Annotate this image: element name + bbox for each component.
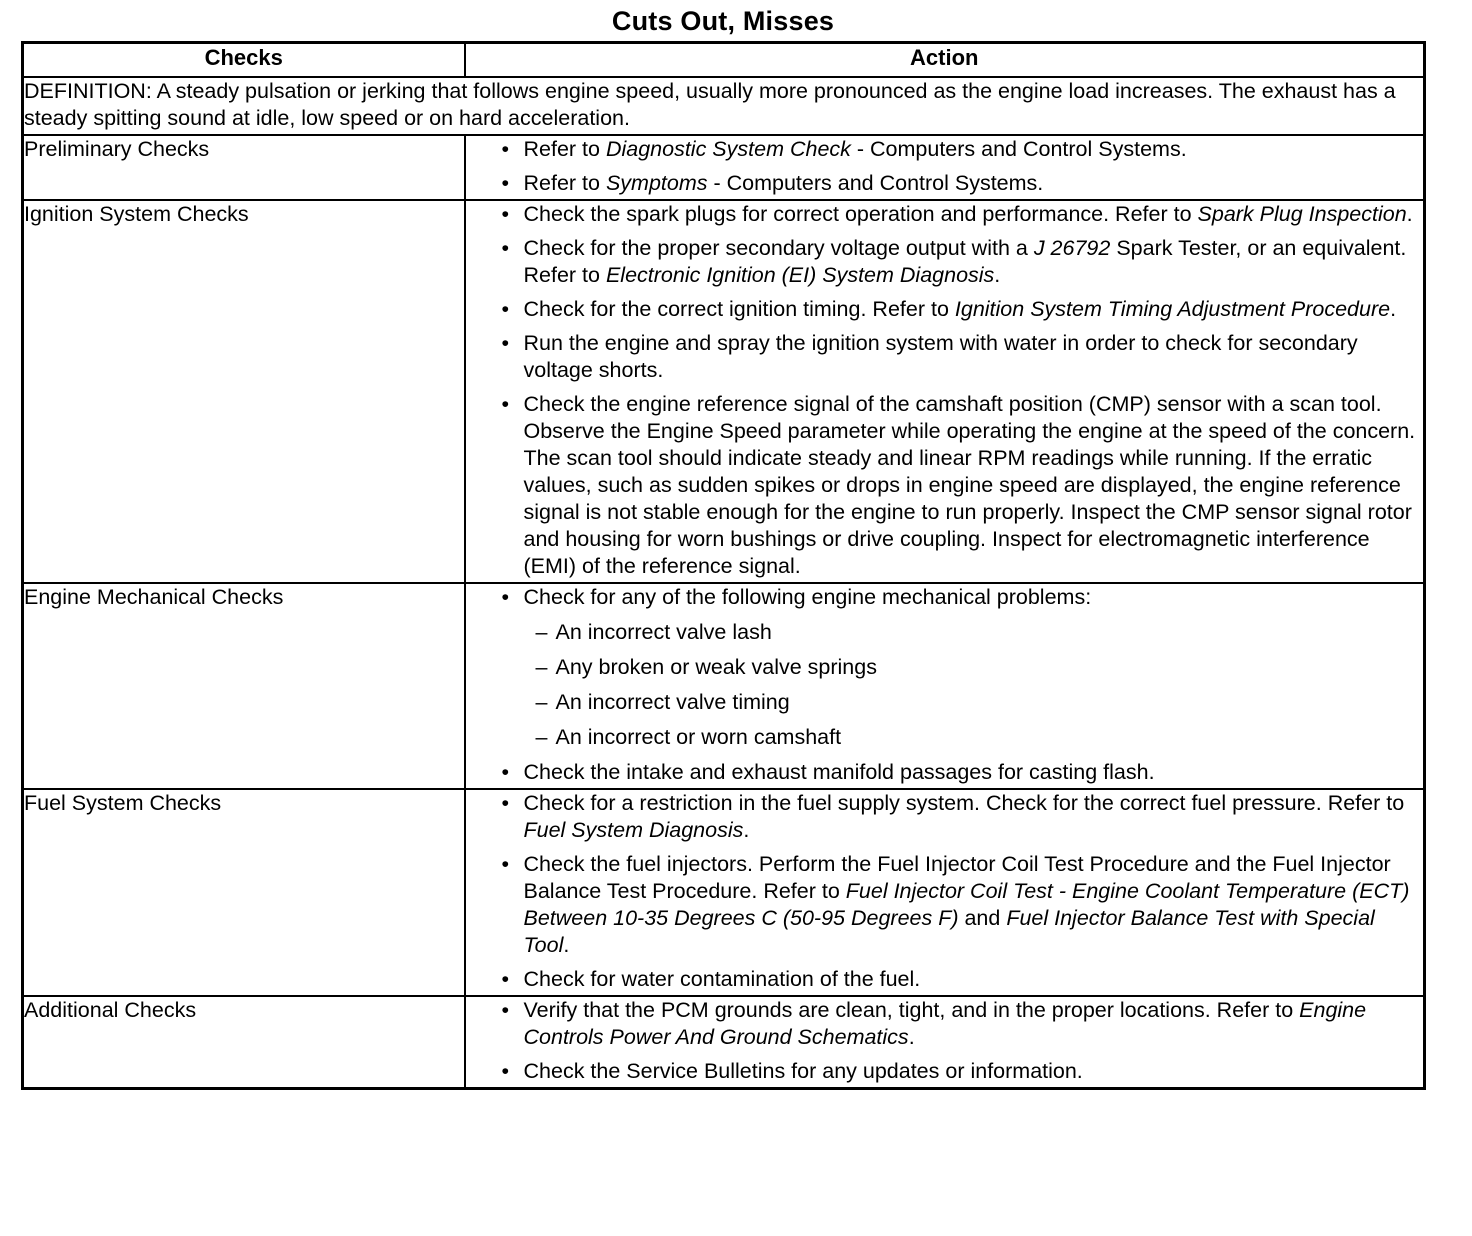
bullet-icon: • [501,331,510,355]
section-row [23,789,1425,996]
sub-list [524,619,1424,751]
action-text: Check for the proper secondary voltage output with a [523,236,1034,260]
section-row [23,996,1425,1089]
reference-link: Spark Plug Inspection [1197,202,1407,226]
action-item [466,1058,1424,1085]
section-row [23,200,1425,583]
action-item [466,966,1424,993]
sub-item-text: Any broken or weak valve springs [555,655,877,679]
action-item [466,235,1424,289]
reference-link: Electronic Ignition (EI) System Diagnosis [605,263,995,287]
bullet-icon: • [501,202,510,226]
reference-link: Fuel System Diagnosis [523,818,744,842]
diagnostic-table [21,41,1426,1090]
bullet-icon: • [501,171,510,195]
dash-icon: – [535,690,548,714]
action-text: . [1390,297,1397,321]
sub-item [524,654,1424,681]
action-text: . [563,933,570,957]
sub-item-text: An incorrect or worn camshaft [555,725,842,749]
bullet-icon: • [501,791,510,815]
action-text: Spark Tester, or an equivalent. Refer to [523,236,1407,287]
section-actions [465,583,1425,789]
dash-icon: – [535,725,548,749]
action-item [466,330,1424,384]
section-name: Ignition System Checks [23,200,465,583]
bullet-icon: • [501,998,510,1022]
action-text: Verify that the PCM grounds are clean, tight, and in the proper locations. Refer to [523,998,1300,1022]
dash-icon: – [535,655,548,679]
action-text: - Computers and Control Systems. [850,137,1187,161]
reference-link: J 26792 [1033,236,1111,260]
sub-item-text: An incorrect valve timing [555,690,790,714]
action-text: and [958,906,1007,930]
action-text: Run the engine and spray the ignition system with water in order to check for secondary voltage shorts. [523,331,1358,382]
bullet-icon: • [501,392,510,416]
action-list [466,584,1424,786]
header-row [23,43,1425,78]
sub-item-text: An incorrect valve lash [555,620,772,644]
action-text: . [1406,202,1413,226]
action-text: Check the spark plugs for correct operation and performance. Refer to [523,202,1198,226]
bullet-icon: • [501,760,510,784]
bullet-icon: • [501,1059,510,1083]
sub-item [524,724,1424,751]
action-text: . [994,263,1001,287]
section-name: Additional Checks [23,996,465,1089]
action-item [466,790,1424,844]
action-text: Check the Service Bulletins for any updates or information. [523,1059,1083,1083]
action-text: Refer to [523,137,606,161]
definition-row [23,77,1425,135]
action-text: Check for the correct ignition timing. Refer to [523,297,955,321]
action-item [466,584,1424,751]
page-title: Cuts Out, Misses [611,6,835,36]
bullet-icon: • [501,236,510,260]
section-name: Preliminary Checks [23,135,465,200]
section-row [23,583,1425,789]
action-list [466,790,1424,993]
dash-icon: – [535,620,548,644]
reference-link: Diagnostic System Check [605,137,851,161]
reference-link: Engine Controls Power And Ground Schematics [523,998,1367,1049]
action-text: Check the intake and exhaust manifold passages for casting flash. [523,760,1155,784]
bullet-icon: • [501,967,510,991]
action-item [466,997,1424,1051]
action-item [466,170,1424,197]
definition-text: DEFINITION: A steady pulsation or jerking that follows engine speed, usually more pronounced as the engine load increases. The exhaust has a steady spitting sound at idle, low speed or on hard acceleration. [23,77,1425,135]
bullet-icon: • [501,585,510,609]
reference-link: Fuel Injector Coil Test - Engine Coolant Temperature (ECT) Between 10-35 Degrees C (50-95 Degrees F) [523,879,1410,930]
section-name: Fuel System Checks [23,789,465,996]
column-header-checks: Checks [23,43,465,78]
section-actions [465,996,1425,1089]
column-header-action: Action [465,43,1425,78]
action-text: Check for a restriction in the fuel supply system. Check for the correct fuel pressure. Refer to [523,791,1405,815]
action-item [466,296,1424,323]
action-list [466,997,1424,1085]
action-text: Check for water contamination of the fuel. [523,967,921,991]
action-text: . [743,818,750,842]
bullet-icon: • [501,297,510,321]
action-text: Refer to [523,171,606,195]
reference-link: Fuel Injector Balance Test with Special Tool [523,906,1375,957]
section-actions [465,135,1425,200]
action-item [466,759,1424,786]
action-text: - Computers and Control Systems. [707,171,1044,195]
section-row [23,135,1425,200]
action-text: Check the fuel injectors. Perform the Fuel Injector Coil Test Procedure and the Fuel Injector Balance Test Procedure. Refer to [523,852,1391,903]
section-name: Engine Mechanical Checks [23,583,465,789]
action-text: Check for any of the following engine mechanical problems: [523,585,1092,609]
section-actions [465,789,1425,996]
sub-item [524,619,1424,646]
bullet-icon: • [501,852,510,876]
reference-link: Symptoms [605,171,708,195]
reference-link: Ignition System Timing Adjustment Procedure [954,297,1391,321]
action-item [466,391,1424,580]
action-list [466,201,1424,580]
action-item [466,851,1424,959]
action-list [466,136,1424,197]
action-item [466,136,1424,163]
action-item [466,201,1424,228]
action-text: Check the engine reference signal of the camshaft position (CMP) sensor with a scan tool. Observe the Engine Speed parameter while operating the engine at the speed of the concern. The scan tool should indicate steady and linear RPM readings while running. If the erratic values, such as sudden spikes or drops in engine speed are displayed, the engine reference signal is not stable enough for the engine to run properly. Inspect the CMP sensor signal rotor and housing for worn bushings or drive coupling. Inspect for electromagnetic interference (EMI) of the reference signal. [523,392,1416,578]
section-actions [465,200,1425,583]
action-text: . [908,1025,915,1049]
bullet-icon: • [501,137,510,161]
sub-item [524,689,1424,716]
